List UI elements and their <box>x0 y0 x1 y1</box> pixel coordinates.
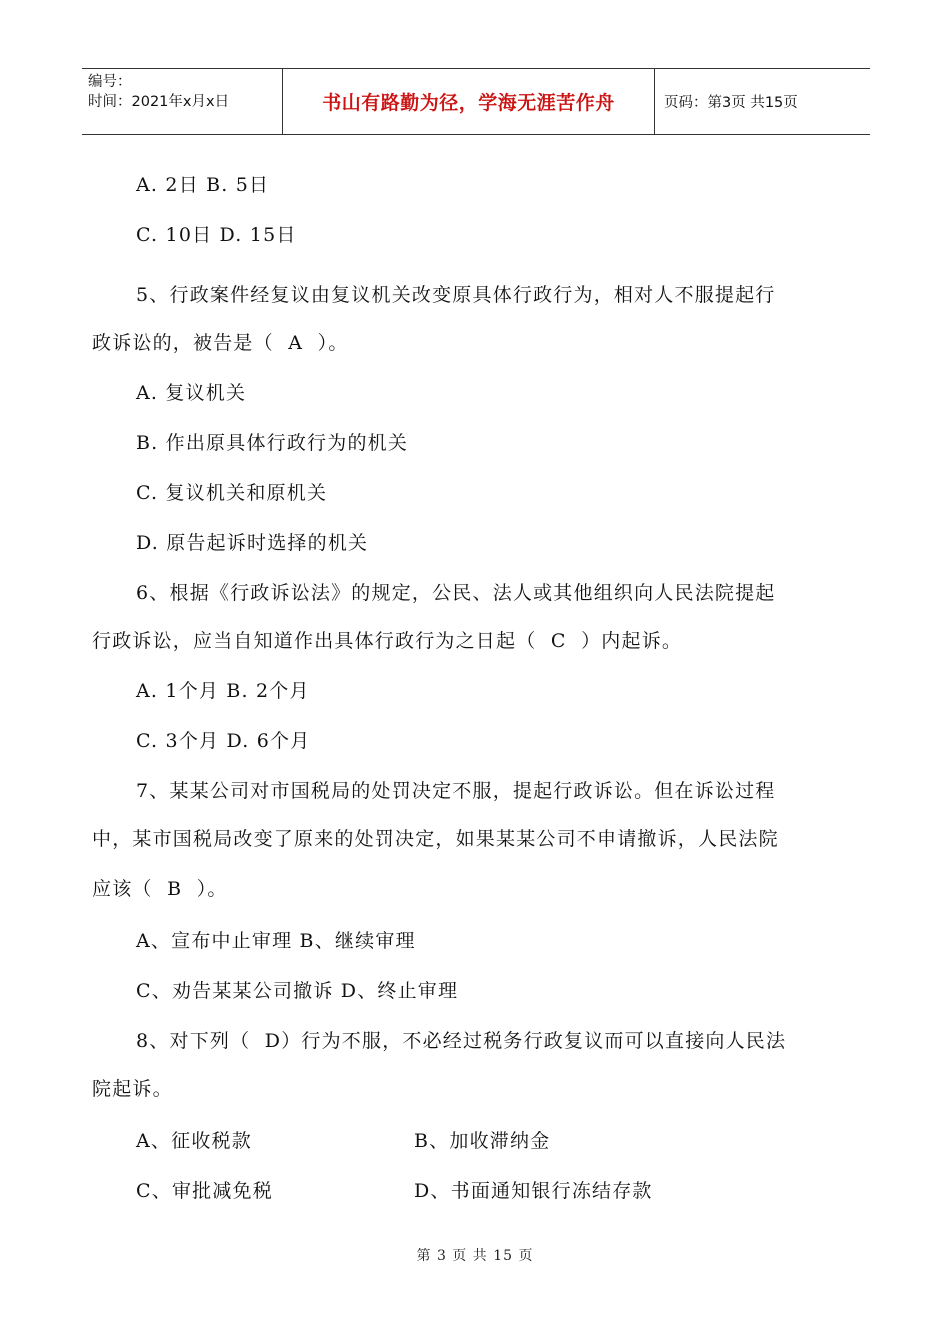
option-a: A、征收税款 <box>136 1130 252 1152</box>
option-line: C. 3个月 D. 6个月 <box>136 730 311 752</box>
option-line: A、宣布中止审理 B、继续审理 <box>136 930 416 952</box>
question-7-line-3: 应该（ B ）。 <box>92 878 228 900</box>
page-header <box>82 68 870 135</box>
page-footer: 第 3 页 共 15 页 <box>416 1248 534 1264</box>
question-7-line-2: 中，某市国税局改变了原来的处罚决定，如果某某公司不申请撤诉，人民法院 <box>92 828 779 850</box>
question-5-line-2: 政诉讼的，被告是（ A ）。 <box>92 332 349 354</box>
date-label: 时间：2021年x月x日 <box>88 94 230 110</box>
question-8-options-row-2 <box>92 1176 906 1206</box>
option-line: A. 2日 B. 5日 <box>136 174 270 196</box>
option-line: C、劝告某某公司撤诉 D、终止审理 <box>136 980 459 1002</box>
question-5-line-1: 5、行政案件经复议由复议机关改变原具体行政行为，相对人不服提起行 <box>136 284 776 306</box>
option-d: D、书面通知银行冻结存款 <box>414 1180 653 1202</box>
option-line: C. 复议机关和原机关 <box>136 482 328 504</box>
code-label: 编号： <box>88 74 132 90</box>
option-c: C、审批减免税 <box>136 1180 273 1202</box>
option-line: D. 原告起诉时选择的机关 <box>136 532 369 554</box>
option-line: A. 1个月 B. 2个月 <box>136 680 310 702</box>
question-6-line-2: 行政诉讼，应当自知道作出具体行政行为之日起（ C ）内起诉。 <box>92 630 683 652</box>
question-7-line-1: 7、某某公司对市国税局的处罚决定不服，提起行政诉讼。但在诉讼过程 <box>136 780 776 802</box>
question-8-line-2: 院起诉。 <box>92 1078 173 1100</box>
question-8-options-row-1 <box>92 1126 906 1156</box>
option-line: C. 10日 D. 15日 <box>136 224 297 246</box>
option-line: A. 复议机关 <box>136 382 247 404</box>
question-8-line-1: 8、对下列（ D）行为不服，不必经过税务行政复议而可以直接向人民法 <box>136 1030 787 1052</box>
question-6-line-1: 6、根据《行政诉讼法》的规定，公民、法人或其他组织向人民法院提起 <box>136 582 776 604</box>
header-meta <box>82 69 282 134</box>
option-line: B. 作出原具体行政行为的机关 <box>136 432 409 454</box>
header-page-number: 页码：第3页 共15页 <box>664 95 798 111</box>
option-b: B、加收滞纳金 <box>414 1130 551 1152</box>
header-motto: 书山有路勤为径，学海无涯苦作舟 <box>282 69 655 134</box>
